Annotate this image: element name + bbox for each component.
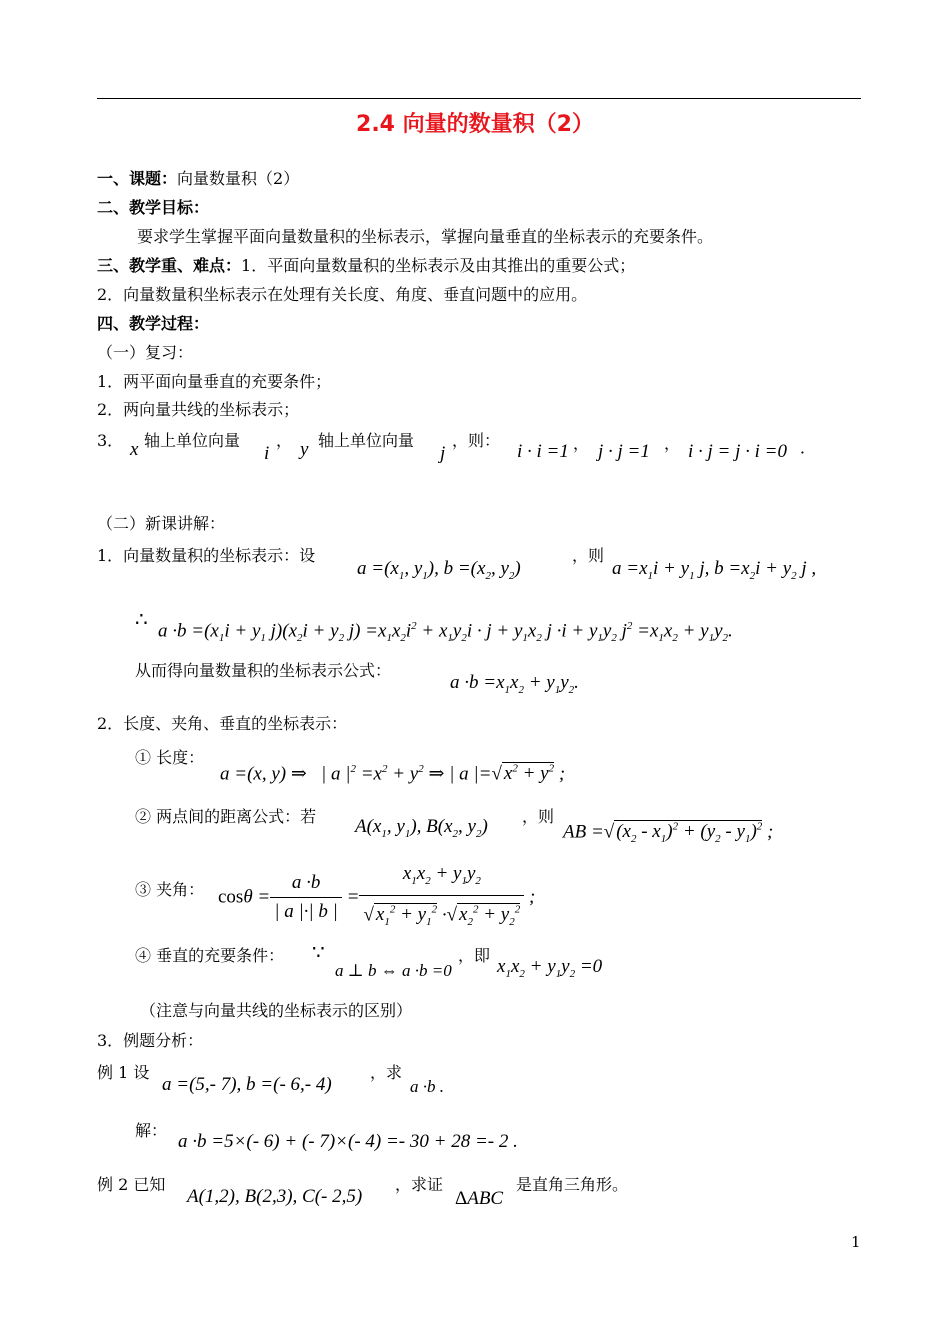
angle-label: ③ 夹角： xyxy=(135,880,205,899)
result-text: 从而得向量数量积的坐标表示公式： xyxy=(135,661,392,680)
perp-formula: $x_1x_2 + y_1y_2 =0$ xyxy=(497,956,603,980)
eq-jj: j · j =1 xyxy=(598,441,650,462)
x-axis-text: 轴上单位向量 xyxy=(144,431,241,450)
solution-label: 解： xyxy=(135,1121,168,1140)
perp-ji: ，即 xyxy=(458,946,491,965)
section-topic: 一、课题：向量数量积（2） xyxy=(97,169,300,188)
solution-formula: a ·b =5×(- 6) + (- 7)×(- 4) =- 30 + 28 =- 2 . xyxy=(178,1131,518,1152)
review-item-3-num: 3． xyxy=(97,431,124,450)
length-formula: a =(x, y) ⇒ | a $|^2 =x^2 + y^2$ ⇒ | a |=√ $x^2 + y^2$ ; xyxy=(220,763,566,785)
section-process-label: 四、教学过程： xyxy=(97,314,210,333)
coord-rep-decomp: $a =x_1i + y_1$ j, $b =x_2i + y_2$ j , xyxy=(612,558,817,582)
example-2-points: A(1,2), B(2,3), C(- 2,5) xyxy=(187,1186,363,1207)
examples-label: 3．例题分析： xyxy=(97,1031,204,1050)
page-title: 2.4 向量的数量积（2） xyxy=(356,112,594,137)
coord-length-angle-text: 2．长度、夹角、垂直的坐标表示： xyxy=(97,714,348,733)
section-keypoints: 三、教学重、难点：1．平面向量数量积的坐标表示及由其推出的重要公式； xyxy=(97,256,636,275)
dot-product-formula: $a \cdot b =x_1x_2 + y_1y_2$. xyxy=(450,672,579,696)
distance-then: ，则 xyxy=(522,807,555,826)
distance-label: ② 两点间的距离公式：若 xyxy=(135,807,317,826)
header-rule xyxy=(97,98,861,99)
coord-rep-def: $a =(x_1$, $y_1$), $b =(x_2$, $y_2$) xyxy=(357,558,521,582)
note-text: （注意与向量共线的坐标表示的区别） xyxy=(140,1001,413,1020)
period-1: ． xyxy=(800,438,817,457)
example-1-ask: ，求 xyxy=(370,1063,403,1082)
review-item-1: 1．两平面向量垂直的充要条件； xyxy=(97,372,332,391)
therefore-symbol: ∴ xyxy=(135,607,148,631)
section-objective-label: 二、教学目标： xyxy=(97,198,210,217)
coord-rep-then: ，则 xyxy=(572,546,605,565)
comma-3: ， xyxy=(664,434,681,453)
coord-rep-text: 1．向量数量积的坐标表示：设 xyxy=(97,546,316,565)
example-2-triangle: ΔABC xyxy=(455,1188,504,1209)
length-label: ① 长度： xyxy=(135,748,205,767)
comma-2: ， xyxy=(573,434,590,453)
example-2-ask: ，求证 xyxy=(395,1175,444,1194)
distance-points: $A(x_1$, $y_1$), $B(x_2$, $y_2$) xyxy=(355,816,488,840)
eq-ij: i · j = j · i =0 xyxy=(688,441,788,462)
example-1-label: 例 1 设 xyxy=(97,1063,150,1082)
dot-product-expansion: $a \cdot b =(x_1i + y_1$ $j)(x_2i + y_2$ $j) =x_1x_2i^2 + x_1y_2i \cdot j + y_1x_2$ $j \cdot i + y_1y_2$ $j^2 =x_1x_2 + y_1y_2$. xyxy=(158,620,733,645)
review-item-2: 2．两向量共线的坐标表示； xyxy=(97,400,300,419)
distance-formula: AB =√ $(x_2 - x_1)^2 + (y_2 - y_1)^2$ ; xyxy=(563,821,774,846)
y-axis-symbol: y xyxy=(300,439,309,460)
newlesson-label: （二）新课讲解： xyxy=(97,514,226,533)
angle-formula: cosθ = $\frac{a \cdot b}{| a |\cdot| b |}$ = $\frac{x_1x_2 + y_1y_2}{√ x_1^2 + y_1^2 \cdot√ x_2^2 + y_2^2}$ ; xyxy=(218,863,536,928)
perp-label: ④ 垂直的充要条件： xyxy=(135,946,285,965)
section-objective-text: 要求学生掌握平面向量数量积的坐标表示，掌握向量垂直的坐标表示的充要条件。 xyxy=(137,227,714,246)
page-number: 1 xyxy=(851,1233,861,1251)
comma-1: ， xyxy=(276,431,293,450)
example-1-vectors: a =(5,- 7), b =(- 6,- 4) xyxy=(162,1074,332,1095)
because-symbol: ∵ xyxy=(312,940,325,964)
perp-condition: a ⊥ b ⇔ a ·b =0 xyxy=(335,961,452,980)
review-label: （一）复习： xyxy=(97,343,194,362)
example-2-label: 例 2 已知 xyxy=(97,1175,166,1194)
y-axis-text: 轴上单位向量 xyxy=(318,431,415,450)
example-1-target: a ·b . xyxy=(410,1077,444,1096)
eq-ii: i · i =1 xyxy=(517,441,569,462)
section-keypoints-2: 2．向量数量积坐标表示在处理有关长度、角度、垂直问题中的应用。 xyxy=(97,285,588,304)
x-axis-symbol: x xyxy=(130,439,139,460)
example-2-tail: 是直角三角形。 xyxy=(516,1175,629,1194)
i-vector-symbol: i xyxy=(264,443,270,464)
then-text: ，则： xyxy=(452,431,501,450)
j-vector-symbol: j xyxy=(440,443,446,464)
